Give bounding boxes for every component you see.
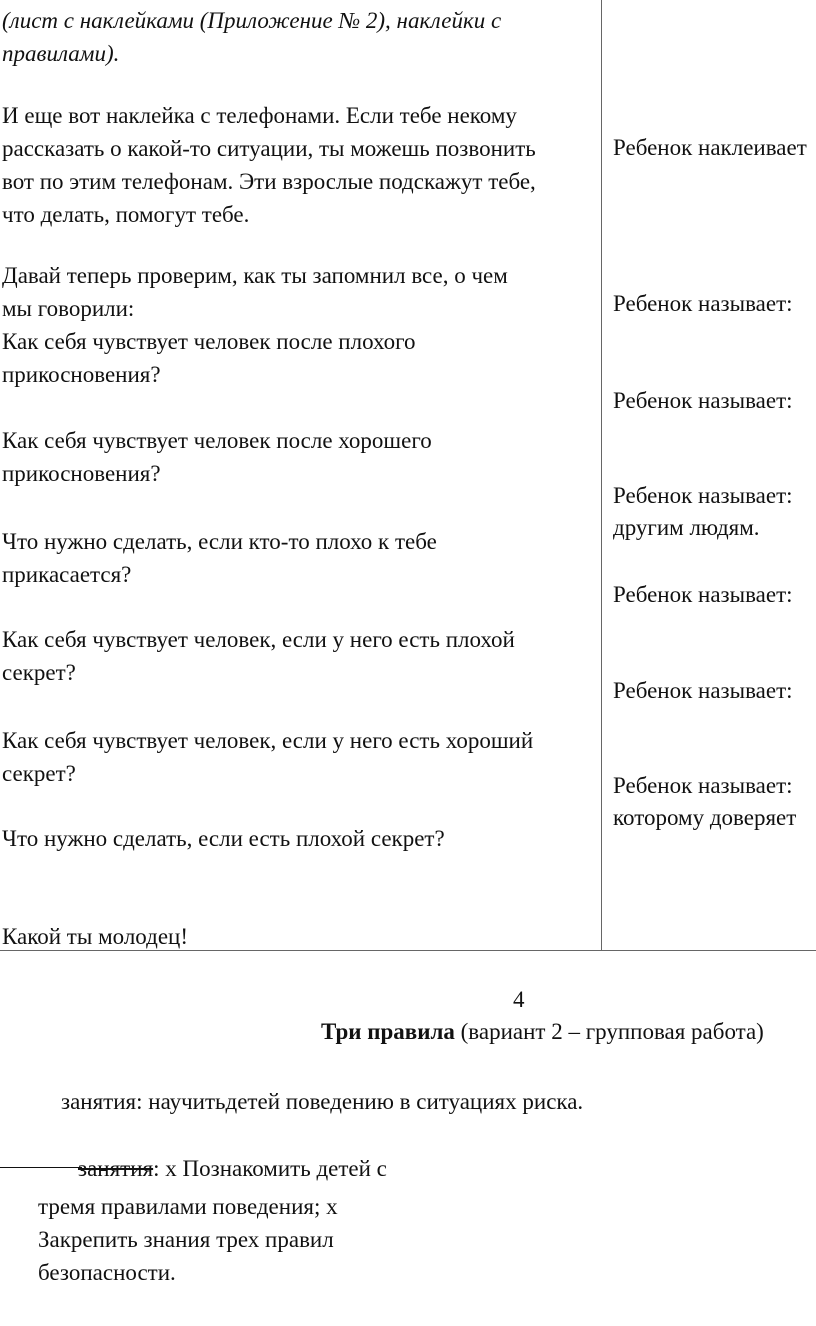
strikethrough-rule bbox=[0, 1167, 82, 1168]
table-column-divider bbox=[601, 0, 602, 951]
phones-line-4: что делать, помогут тебе. bbox=[2, 202, 250, 227]
answer-1: Ребенок наклеивает bbox=[613, 135, 807, 160]
praise-line: Какой ты молодец! bbox=[2, 924, 189, 949]
tasks-line-1-text: : x Познакомить детей с bbox=[153, 1156, 387, 1181]
page-number: 4 bbox=[513, 987, 525, 1012]
phones-line-1: И еще вот наклейка с телефонами. Если тебе некому bbox=[2, 103, 517, 128]
intro-line-2: правилами). bbox=[2, 41, 120, 66]
tasks-line-1 bbox=[78, 1152, 387, 1185]
question-4-line-2: секрет? bbox=[2, 660, 76, 685]
answer-3: Ребенок называет: bbox=[613, 388, 793, 413]
tasks-line-4: безопасности. bbox=[38, 1260, 176, 1285]
answer-7-line-1: Ребенок называет: bbox=[613, 773, 793, 798]
check-line-2: мы говорили: bbox=[2, 296, 135, 321]
tasks-label: занятия bbox=[78, 1156, 154, 1181]
section-title-bold: Три правила bbox=[321, 1019, 455, 1044]
tasks-line-2: тремя правилами поведения; x bbox=[38, 1194, 338, 1219]
question-5-line-1: Как себя чувствует человек, если у него есть хороший bbox=[2, 728, 534, 753]
question-4-line-1: Как себя чувствует человек, если у него есть плохой bbox=[2, 627, 515, 652]
intro-line-1: (лист с наклейками (Приложение № 2), наклейки с bbox=[2, 8, 502, 33]
question-1-line-2: прикосновения? bbox=[2, 362, 161, 387]
section-title-rest: (вариант 2 – групповая работа) bbox=[454, 1019, 764, 1044]
phones-line-2: рассказать о какой-то ситуации, ты можешь позвонить bbox=[2, 136, 536, 161]
lesson-goal: занятия: научитьдетей поведению в ситуациях риска. bbox=[61, 1089, 584, 1114]
answer-2: Ребенок называет: bbox=[613, 291, 793, 316]
question-1-line-1: Как себя чувствует человек после плохого bbox=[2, 329, 416, 354]
phones-line-3: вот по этим телефонам. Эти взрослые подскажут тебе, bbox=[2, 169, 536, 194]
question-2-line-1: Как себя чувствует человек после хорошего bbox=[2, 428, 432, 453]
answer-5: Ребенок называет: bbox=[613, 582, 793, 607]
question-5-line-2: секрет? bbox=[2, 761, 76, 786]
question-6: Что нужно сделать, если есть плохой секрет? bbox=[2, 826, 445, 851]
section-title bbox=[321, 1015, 764, 1048]
answer-4-line-1: Ребенок называет: bbox=[613, 483, 793, 508]
answer-6: Ребенок называет: bbox=[613, 678, 793, 703]
tasks-line-3: Закрепить знания трех правил bbox=[38, 1227, 334, 1252]
question-3-line-1: Что нужно сделать, если кто-то плохо к тебе bbox=[2, 529, 437, 554]
question-3-line-2: прикасается? bbox=[2, 562, 132, 587]
check-line-1: Давай теперь проверим, как ты запомнил все, о чем bbox=[2, 263, 508, 288]
answer-4-line-2: другим людям. bbox=[613, 515, 760, 540]
question-2-line-2: прикосновения? bbox=[2, 461, 161, 486]
answer-7-line-2: которому доверяет bbox=[613, 805, 797, 830]
